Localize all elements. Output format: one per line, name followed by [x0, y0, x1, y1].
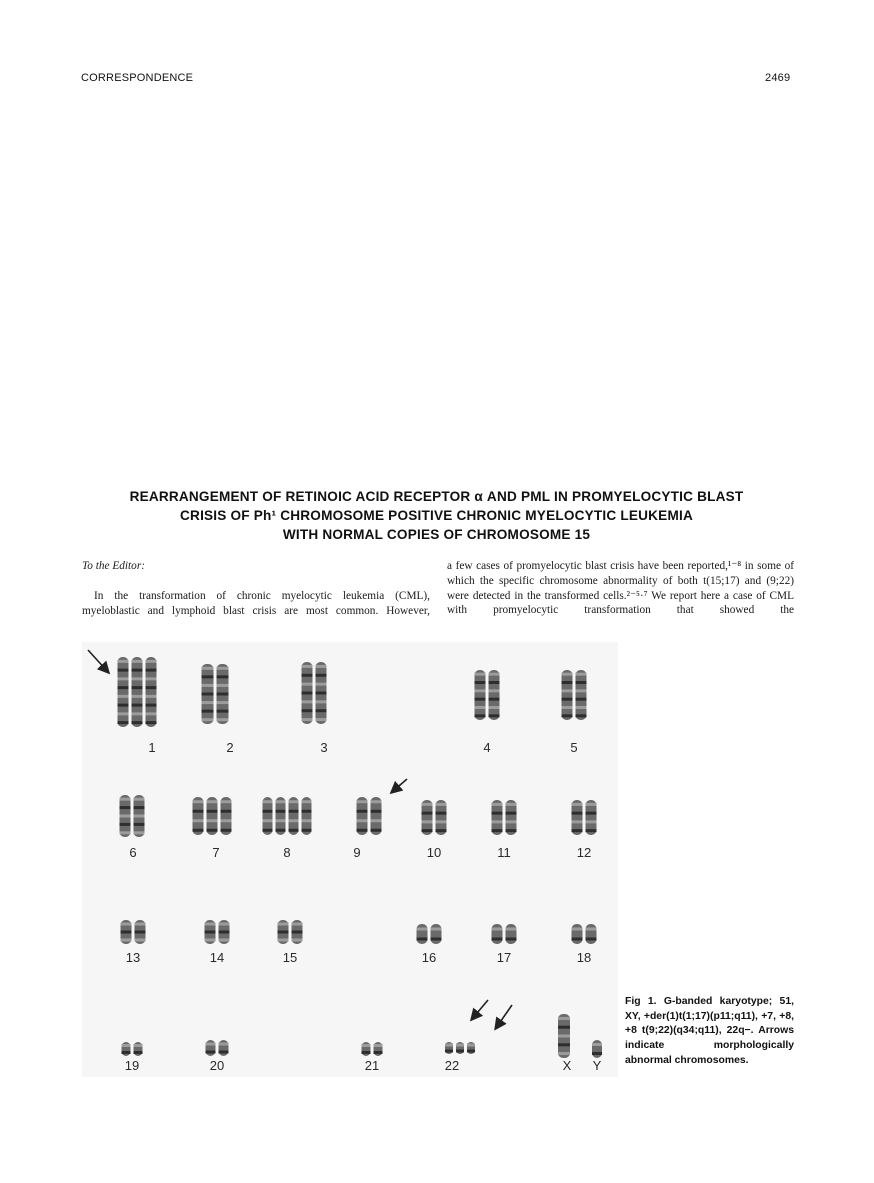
chromosome — [118, 657, 129, 727]
chromosome-label-5: 5 — [570, 740, 578, 755]
chromosome-band — [572, 928, 583, 931]
chromosome-band — [417, 938, 428, 941]
chromosome-band — [445, 1044, 453, 1047]
chromosome-band — [572, 812, 583, 815]
chromosome-band — [576, 673, 587, 676]
chromosome-label-7: 7 — [212, 845, 220, 860]
chromosome-band — [202, 710, 214, 713]
chromosome-band — [118, 704, 129, 707]
chromosome-band — [572, 938, 583, 941]
chromosome-band — [202, 693, 214, 696]
chromosome-band — [206, 1051, 216, 1054]
chromosome-label-11: 11 — [497, 845, 511, 860]
chromosome-band — [302, 718, 313, 721]
chromosome-label-3: 3 — [320, 740, 328, 755]
chromosome-band — [118, 721, 129, 724]
chromosome-pair-13 — [121, 920, 146, 944]
chromosome-band — [558, 1017, 570, 1020]
chromosome-pair-X — [558, 1014, 570, 1058]
chromosome-band — [489, 698, 500, 701]
chromosome-band — [289, 810, 299, 813]
chromosome-band — [219, 1043, 229, 1046]
chromosome-band — [118, 712, 129, 715]
chromosome — [562, 670, 573, 720]
chromosome — [576, 670, 587, 720]
chromosome-band — [134, 1051, 143, 1054]
chromosome-band — [586, 820, 597, 823]
chromosome-band — [316, 700, 327, 703]
chromosome-band — [146, 677, 157, 680]
chromosome-band — [134, 806, 145, 809]
chromosome-band — [302, 665, 313, 668]
chromosome-band — [371, 829, 382, 832]
chromosome-band — [202, 675, 214, 678]
chromosome-band — [134, 815, 145, 818]
chromosome-band — [202, 684, 214, 687]
chromosome-band — [146, 712, 157, 715]
chromosome-pair-12 — [572, 800, 597, 835]
chromosome-band — [217, 701, 229, 704]
chromosome-band — [276, 800, 286, 803]
chromosome-band — [146, 660, 157, 663]
chromosome-label-22: 22 — [444, 1058, 460, 1073]
chromosome-band — [371, 800, 382, 803]
chromosome-label-13: 13 — [125, 950, 141, 965]
chromosome-band — [562, 714, 573, 717]
chromosome-band — [120, 806, 131, 809]
chromosome-label-17: 17 — [496, 950, 512, 965]
chromosome-band — [436, 829, 447, 832]
figure-caption: Fig 1. G-banded karyotype; 51, XY, +der(1)t(1;17)(p11;q11), +7, +8, +8 t(9;22)(q34;q11), 22q−. Arrows indicate morphologically abnormal chromosomes. — [625, 996, 794, 1066]
chromosome-band — [362, 1051, 371, 1054]
chromosome-band — [302, 829, 312, 832]
chromosome-band — [475, 673, 486, 676]
chromosome-band — [193, 800, 204, 803]
chromosome-band — [436, 812, 447, 815]
chromosome-band — [316, 665, 327, 668]
chromosome-band — [135, 939, 146, 942]
chromosome-band — [221, 800, 232, 803]
chromosome-band — [586, 812, 597, 815]
chromosome-band — [456, 1044, 464, 1047]
chromosome-band — [263, 829, 273, 832]
chromosome-pair-14 — [205, 920, 230, 944]
chromosome-band — [475, 706, 486, 709]
chromosome-band — [422, 829, 433, 832]
chromosome-band — [562, 706, 573, 709]
chromosome-band — [558, 1043, 570, 1046]
chromosome-band — [492, 938, 503, 941]
chromosome-pair-15 — [278, 920, 303, 944]
chromosome — [475, 670, 486, 720]
chromosome-pair-18 — [572, 924, 597, 944]
chromosome-band — [492, 820, 503, 823]
chromosome-band — [278, 939, 289, 942]
chromosome-band — [217, 693, 229, 696]
chromosome-label-20: 20 — [209, 1058, 225, 1073]
chromosome-band — [562, 673, 573, 676]
chromosome-pair-3 — [302, 662, 327, 724]
chromosome-band — [120, 823, 131, 826]
chromosome — [206, 1040, 216, 1056]
chromosome-band — [120, 831, 131, 834]
arrow-icon — [88, 650, 108, 672]
chromosome-band — [146, 669, 157, 672]
chromosome-band — [572, 803, 583, 806]
chromosome-band — [371, 810, 382, 813]
chromosome-band — [436, 820, 447, 823]
page-number: 2469 — [765, 72, 791, 84]
chromosome-band — [422, 803, 433, 806]
chromosome-pair-8 — [263, 797, 312, 835]
chromosome-band — [417, 928, 428, 931]
chromosome-band — [586, 938, 597, 941]
chromosome-band — [572, 829, 583, 832]
chromosome-band — [475, 714, 486, 717]
chromosome-band — [122, 1051, 131, 1054]
chromosome-label-14: 14 — [209, 950, 225, 965]
chromosome-label-16: 16 — [421, 950, 437, 965]
chromosome-band — [506, 803, 517, 806]
right-paragraph: a few cases of promyelocytic blast crisis have been reported,¹⁻⁸ in some of which the specific chromosome abnormality of both t(15;17) and (9;22) were detected in the transformed cells.²⁻⁵·⁷ We report here a case of CML with promyelocytic transformation that showed the — [447, 560, 794, 617]
chromosome-band — [302, 683, 313, 686]
chromosome-band — [289, 800, 299, 803]
chromosome-band — [467, 1050, 475, 1053]
chromosome — [506, 924, 517, 944]
chromosome-band — [219, 939, 230, 942]
chromosome-band — [202, 701, 214, 704]
chromosome-band — [475, 689, 486, 692]
chromosome-band — [562, 681, 573, 684]
chromosome-band — [121, 931, 132, 934]
chromosome-band — [120, 815, 131, 818]
chromosome-label-9: 9 — [353, 845, 361, 860]
title-line-2: CRISIS OF Ph¹ CHROMOSOME POSITIVE CHRONIC MYELOCYTIC LEUKEMIA — [180, 508, 693, 523]
chromosome-band — [302, 810, 312, 813]
chromosome-band — [276, 819, 286, 822]
chromosome-band — [492, 812, 503, 815]
chromosome-band — [132, 677, 143, 680]
chromosome-band — [132, 686, 143, 689]
left-paragraph: In the transformation of chronic myelocytic leukemia (CML), myeloblastic and lymphoid blast crisis are most common. However, — [82, 589, 430, 617]
chromosome-band — [120, 798, 131, 801]
chromosome-band — [134, 798, 145, 801]
chromosome-band — [586, 829, 597, 832]
chromosome-band — [292, 923, 303, 926]
chromosome-band — [357, 819, 368, 822]
chromosome-label-1: 1 — [148, 740, 156, 755]
chromosome-label-12: 12 — [576, 845, 592, 860]
chromosome-band — [489, 714, 500, 717]
chromosome-band — [289, 819, 299, 822]
chromosome-pair-16 — [417, 924, 442, 944]
chromosome-band — [118, 669, 129, 672]
chromosome-band — [217, 710, 229, 713]
chromosome-pair-9 — [357, 797, 382, 835]
chromosome-band — [292, 931, 303, 934]
chromosome-pair-6 — [120, 795, 145, 837]
chromosome-band — [135, 931, 146, 934]
chromosome-band — [357, 800, 368, 803]
chromosome — [417, 924, 428, 944]
article-title — [80, 487, 793, 544]
chromosome-band — [492, 829, 503, 832]
chromosome — [572, 924, 583, 944]
chromosome-band — [118, 695, 129, 698]
chromosome-band — [263, 810, 273, 813]
chromosome-band — [146, 704, 157, 707]
chromosome — [489, 670, 500, 720]
chromosome-band — [302, 700, 313, 703]
chromosome-band — [202, 718, 214, 721]
chromosome-band — [562, 689, 573, 692]
chromosome — [492, 924, 503, 944]
chromosome-pair-11 — [492, 800, 517, 835]
chromosome-band — [592, 1052, 602, 1055]
arrow-icon — [496, 1005, 512, 1028]
chromosome-band — [217, 718, 229, 721]
chromosome-band — [205, 931, 216, 934]
chromosome-pair-4 — [475, 670, 500, 720]
chromosome — [592, 1040, 602, 1058]
chromosome-band — [134, 831, 145, 834]
chromosome-band — [316, 683, 327, 686]
arrow-icon — [392, 779, 407, 792]
chromosome-band — [506, 938, 517, 941]
chromosome-band — [492, 928, 503, 931]
chromosome-label-18: 18 — [576, 950, 592, 965]
chromosome-band — [562, 698, 573, 701]
chromosome-band — [558, 1052, 570, 1055]
chromosome — [146, 657, 157, 727]
chromosome-band — [289, 829, 299, 832]
chromosome-band — [207, 829, 218, 832]
chromosome-band — [374, 1051, 383, 1054]
chromosome-band — [572, 820, 583, 823]
title-line-3: WITH NORMAL COPIES OF CHROMOSOME 15 — [282, 527, 591, 542]
chromosome-band — [132, 669, 143, 672]
chromosome-band — [357, 829, 368, 832]
chromosome-band — [456, 1050, 464, 1053]
chromosome-band — [122, 1044, 131, 1047]
chromosome-band — [132, 712, 143, 715]
chromosome-pair-1 — [118, 657, 157, 727]
chromosome-label-21: 21 — [364, 1058, 380, 1073]
chromosome-band — [207, 810, 218, 813]
chromosome-pair-10 — [422, 800, 447, 835]
chromosome-band — [302, 800, 312, 803]
chromosome-label-10: 10 — [426, 845, 442, 860]
chromosome-band — [506, 820, 517, 823]
chromosome-band — [217, 684, 229, 687]
chromosome-band — [475, 698, 486, 701]
chromosome-label-2: 2 — [226, 740, 234, 755]
chromosome-band — [292, 939, 303, 942]
chromosome-band — [146, 721, 157, 724]
chromosome-band — [475, 681, 486, 684]
karyotype-image — [82, 642, 618, 1077]
chromosome-label-19: 19 — [124, 1058, 140, 1073]
chromosome-band — [302, 692, 313, 695]
chromosome-band — [118, 677, 129, 680]
chromosome-band — [118, 660, 129, 663]
chromosome-band — [205, 939, 216, 942]
chromosome-band — [221, 819, 232, 822]
chromosome-label-Y: Y — [592, 1058, 602, 1073]
title-line-1: REARRANGEMENT OF RETINOIC ACID RECEPTOR α AND PML IN PROMYELOCYTIC BLAST — [129, 489, 744, 504]
chromosome — [586, 924, 597, 944]
chromosome-label-X: X — [562, 1058, 572, 1073]
chromosome-band — [576, 689, 587, 692]
chromosome — [431, 924, 442, 944]
chromosome-label-4: 4 — [483, 740, 491, 755]
chromosome-band — [205, 923, 216, 926]
chromosome-band — [592, 1043, 602, 1046]
karyotype-figure — [82, 642, 618, 1077]
chromosome-band — [489, 673, 500, 676]
chromosome-band — [489, 706, 500, 709]
left-column — [82, 559, 430, 618]
chromosome-band — [362, 1044, 371, 1047]
chromosome-band — [206, 1043, 216, 1046]
chromosome-band — [558, 1026, 570, 1029]
chromosome-band — [219, 1051, 229, 1054]
chromosome-band — [276, 810, 286, 813]
chromosome-band — [132, 721, 143, 724]
chromosome-pair-22 — [445, 1042, 475, 1054]
chromosome-band — [316, 674, 327, 677]
chromosome-band — [371, 819, 382, 822]
chromosome — [132, 657, 143, 727]
chromosome-band — [132, 695, 143, 698]
chromosome-pair-2 — [202, 664, 229, 724]
chromosome-label-6: 6 — [129, 845, 137, 860]
chromosome-band — [221, 829, 232, 832]
chromosome-band — [276, 829, 286, 832]
chromosome-band — [357, 810, 368, 813]
chromosome-band — [193, 810, 204, 813]
chromosome-band — [302, 819, 312, 822]
chromosome-band — [489, 681, 500, 684]
chromosome-band — [121, 923, 132, 926]
chromosome-band — [193, 829, 204, 832]
chromosome-band — [134, 1044, 143, 1047]
chromosome-band — [202, 667, 214, 670]
chromosome-band — [146, 695, 157, 698]
chromosome-band — [302, 709, 313, 712]
chromosome-band — [118, 686, 129, 689]
chromosome-pair-20 — [206, 1040, 229, 1056]
chromosome-band — [467, 1044, 475, 1047]
chromosome-pair-21 — [362, 1042, 383, 1056]
right-column — [447, 559, 794, 618]
chromosome-band — [207, 800, 218, 803]
chromosome-band — [121, 939, 132, 942]
chromosome-band — [506, 829, 517, 832]
chromosome-band — [316, 718, 327, 721]
chromosome-band — [278, 931, 289, 934]
chromosome-band — [302, 674, 313, 677]
chromosome-band — [132, 704, 143, 707]
chromosome-band — [316, 692, 327, 695]
chromosome-band — [134, 823, 145, 826]
chromosome-band — [219, 923, 230, 926]
chromosome-band — [506, 928, 517, 931]
chromosome-band — [135, 923, 146, 926]
chromosome-band — [316, 709, 327, 712]
running-head-section: CORRESPONDENCE — [81, 72, 194, 84]
chromosome-pair-Y — [592, 1040, 602, 1058]
chromosome-band — [422, 812, 433, 815]
chromosome-pair-7 — [193, 797, 232, 835]
chromosome-band — [576, 714, 587, 717]
chromosome-band — [422, 820, 433, 823]
chromosome-pair-19 — [122, 1042, 143, 1056]
chromosome-band — [586, 803, 597, 806]
chromosome-label-15: 15 — [282, 950, 298, 965]
chromosome-band — [221, 810, 232, 813]
chromosome-band — [263, 800, 273, 803]
chromosome-band — [489, 689, 500, 692]
chromosome-label-8: 8 — [283, 845, 291, 860]
arrow-icon — [472, 1000, 488, 1019]
chromosome-band — [207, 819, 218, 822]
chromosome-band — [576, 706, 587, 709]
chromosome-band — [263, 819, 273, 822]
chromosome-band — [576, 681, 587, 684]
chromosome-band — [576, 698, 587, 701]
chromosome-band — [219, 931, 230, 934]
chromosome-band — [558, 1035, 570, 1038]
chromosome-band — [193, 819, 204, 822]
chromosome-band — [492, 803, 503, 806]
chromosome-band — [445, 1050, 453, 1053]
chromosome — [219, 1040, 229, 1056]
salutation: To the Editor: — [82, 560, 145, 572]
chromosome-band — [374, 1044, 383, 1047]
chromosome-band — [436, 803, 447, 806]
chromosome-band — [217, 667, 229, 670]
chromosome-pair-17 — [492, 924, 517, 944]
chromosome-band — [278, 923, 289, 926]
chromosome-band — [217, 675, 229, 678]
chromosome-band — [431, 928, 442, 931]
chromosome-pair-5 — [562, 670, 587, 720]
chromosome-band — [132, 660, 143, 663]
chromosome-band — [146, 686, 157, 689]
chromosome-band — [586, 928, 597, 931]
chromosome-band — [431, 938, 442, 941]
chromosome-band — [506, 812, 517, 815]
